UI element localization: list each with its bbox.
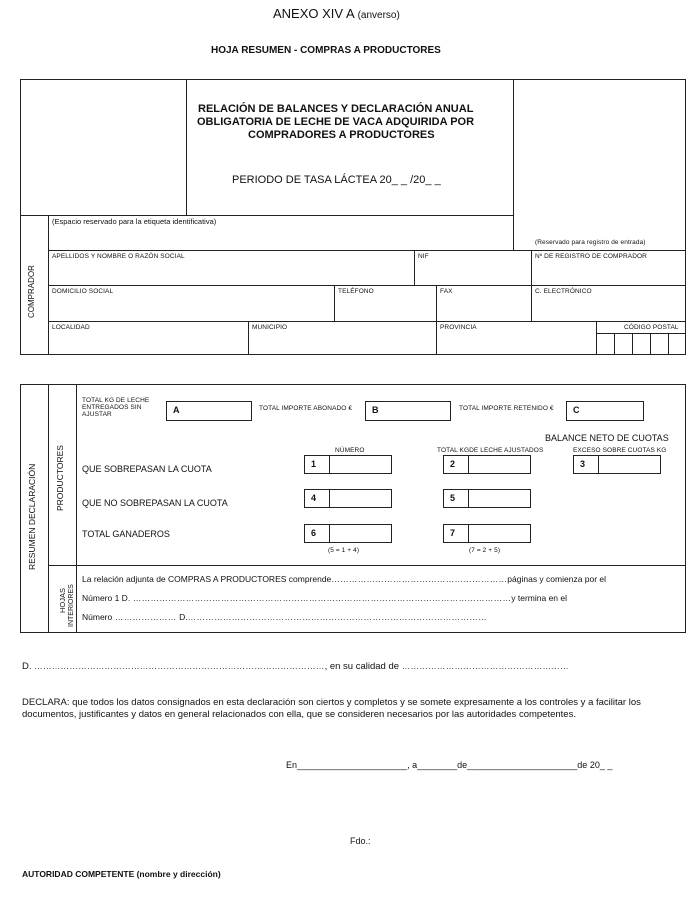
form-title-2: OBLIGATORIA DE LECHE DE VACA ADQUIRIDA POR xyxy=(197,116,475,128)
total-kg-label-3: AJUSTAR xyxy=(82,411,112,418)
nif-field[interactable] xyxy=(415,262,530,284)
box-4-field[interactable] xyxy=(304,489,392,508)
box-5-label: 5 xyxy=(450,493,456,503)
total-paid-label: TOTAL IMPORTE ABONADO € xyxy=(259,405,353,412)
kg-adjusted-header: TOTAL KGDE LECHE AJUSTADOS xyxy=(437,447,544,454)
annex-number: ANEXO XIV A xyxy=(273,6,354,21)
sheets-line-2-text: Número 1 D. xyxy=(82,593,131,603)
box-1-field[interactable] xyxy=(304,455,392,474)
box-3-field[interactable] xyxy=(573,455,661,474)
box-3-label: 3 xyxy=(580,459,586,469)
signed-label: Fdo.: xyxy=(350,836,371,846)
postal-code-field[interactable] xyxy=(597,334,685,354)
phone-field[interactable] xyxy=(335,297,435,320)
declaration-text: DECLARA: que todos los datos consignados en esta declaración son ciertos y completos y se somete expresamente a los controles y a facilitar los documentos, justificantes y datos en general relacionados con ella, que se consideren necesarios por las autoridades competentes. xyxy=(22,697,641,720)
domicile-field[interactable] xyxy=(49,297,333,320)
total-kg-label-2: ENTREGADOS SIN xyxy=(82,404,142,411)
sheets-line-1: La relación adjunta de COMPRAS A PRODUCTORES comprende……………………………………………………páginas y comienza por el xyxy=(82,574,607,584)
annex-note: (anverso) xyxy=(357,10,400,21)
fax-field[interactable] xyxy=(437,297,530,320)
excess-header: EXCESO SOBRE CUOTAS KG xyxy=(573,447,667,454)
box-1-label: 1 xyxy=(311,459,317,469)
locality-field[interactable] xyxy=(49,333,247,354)
buyer-registry-label: Nº DE REGISTRO DE COMPRADOR xyxy=(535,253,647,260)
reserved-entry-note: (Reservado para registro de entrada) xyxy=(535,239,646,246)
declarant-quality: , en su calidad de xyxy=(324,661,400,672)
box-2-field[interactable] xyxy=(443,455,531,474)
tax-period: PERIODO DE TASA LÁCTEA 20_ _ /20_ _ xyxy=(232,174,441,186)
number-header: NÚMERO xyxy=(335,447,365,454)
declarant-prefix: D. xyxy=(22,661,32,672)
row-under-quota: QUE NO SOBREPASAN LA CUOTA xyxy=(82,498,228,508)
province-field[interactable] xyxy=(437,333,595,354)
annex-title xyxy=(273,6,400,21)
box-6-label: 6 xyxy=(311,528,317,538)
sheet-title: HOJA RESUMEN - COMPRAS A PRODUCTORES xyxy=(211,45,441,56)
box-2-label: 2 xyxy=(450,459,456,469)
municipality-label: MUNICIPIO xyxy=(252,324,288,331)
sheets-line-1-text: La relación adjunta de COMPRAS A PRODUCTORES comprende xyxy=(82,574,332,584)
name-label: APELLIDOS Y NOMBRE O RAZÓN SOCIAL xyxy=(52,253,185,260)
place-date-line: En______________________, a________de______________________de 20_ _ xyxy=(286,760,613,770)
total-withheld-field-c[interactable] xyxy=(566,401,644,421)
row-over-quota: QUE SOBREPASAN LA CUOTA xyxy=(82,464,212,474)
producers-side-label: PRODUCTORES xyxy=(55,445,65,511)
sheets-line-3: Número ………………… D.………………………………………………………………………………………… xyxy=(82,612,487,622)
interior-side-label: INTERIORES xyxy=(68,584,75,627)
formula-box-6: (5 = 1 + 4) xyxy=(328,547,360,554)
name-field[interactable] xyxy=(49,262,414,284)
sheets-side-label: HOJAS xyxy=(58,587,67,613)
sheets-line-3-d: D. xyxy=(179,612,188,622)
authority-label: AUTORIDAD COMPETENTE (nombre y dirección) xyxy=(22,869,221,879)
locality-label: LOCALIDAD xyxy=(52,324,90,331)
box-5-field[interactable] xyxy=(443,489,531,508)
domicile-label: DOMICILIO SOCIAL xyxy=(52,288,114,295)
sheets-line-3-text: Número xyxy=(82,612,113,622)
postal-code-label: CÓDIGO POSTAL xyxy=(624,324,679,331)
label-space-note: (Espacio reservado para la etiqueta identificativa) xyxy=(52,217,217,226)
box-7-field[interactable] xyxy=(443,524,531,543)
box-6-field[interactable] xyxy=(304,524,392,543)
summary-side-label: RESUMEN DECLARACIÓN xyxy=(27,463,37,570)
row-total-farmers: TOTAL GANADEROS xyxy=(82,529,170,539)
form-title-1: RELACIÓN DE BALANCES Y DECLARACIÓN ANUAL xyxy=(198,103,474,115)
form-title-3: COMPRADORES A PRODUCTORES xyxy=(248,129,435,141)
buyer-registry-field[interactable] xyxy=(532,262,685,284)
province-label: PROVINCIA xyxy=(440,324,477,331)
box-a-label: A xyxy=(173,405,180,415)
sheets-line-1-end: páginas y comienza por el xyxy=(507,574,607,584)
sheets-line-2: Número 1 D. …………………………………………………………………………………………………………………y termina en el xyxy=(82,593,567,603)
box-b-label: B xyxy=(372,405,379,415)
email-label: C. ELECTRÓNICO xyxy=(535,288,592,295)
box-c-label: C xyxy=(573,405,580,415)
total-withheld-label: TOTAL IMPORTE RETENIDO € xyxy=(459,405,554,412)
email-field[interactable] xyxy=(532,297,685,320)
balance-title: BALANCE NETO DE CUOTAS xyxy=(545,433,669,443)
fax-label: FAX xyxy=(440,288,453,295)
box-7-label: 7 xyxy=(450,528,456,538)
sheets-line-2-end: y termina en el xyxy=(511,593,567,603)
total-kg-label-1: TOTAL KG DE LECHE xyxy=(82,397,150,404)
nif-label: NIF xyxy=(418,253,429,260)
formula-box-7: (7 = 2 + 5) xyxy=(469,547,501,554)
phone-label: TELÉFONO xyxy=(338,288,374,295)
box-4-label: 4 xyxy=(311,493,317,503)
total-kg-field-a[interactable] xyxy=(166,401,252,421)
declarant-line: D. ………………………………………………………………………………………, en su calidad de ………………………………………………… xyxy=(22,661,569,672)
comprador-side-label: COMPRADOR xyxy=(27,265,36,318)
total-paid-field-b[interactable] xyxy=(365,401,451,421)
municipality-field[interactable] xyxy=(249,333,435,354)
